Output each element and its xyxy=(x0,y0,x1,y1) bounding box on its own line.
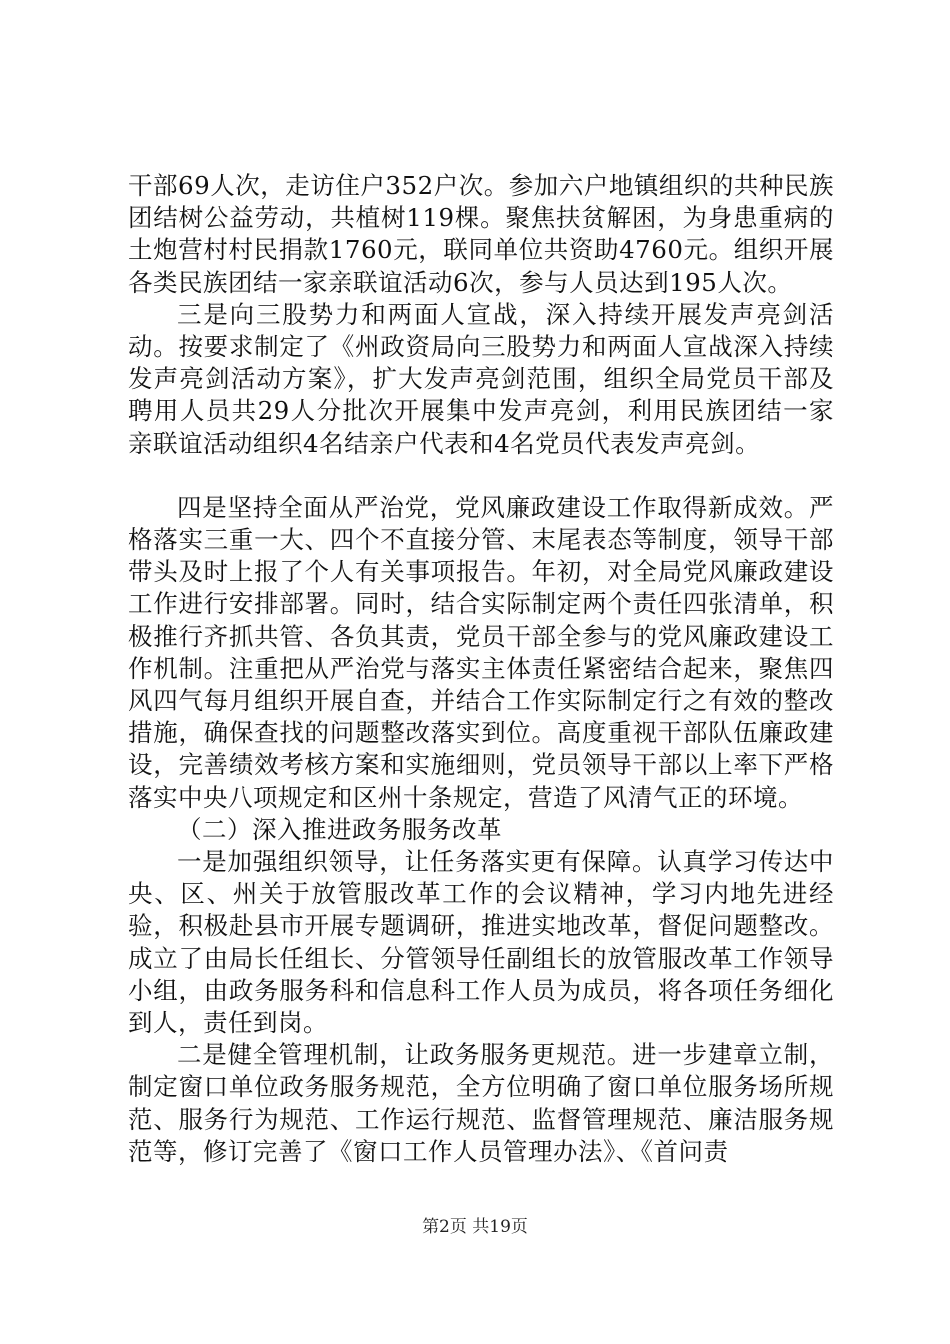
paragraph-visits-and-activities: 干部69人次，走访住户352户次。参加六户地镇组织的共种民族团结树公益劳动，共植树119棵。聚焦扶贫解困，为身患重病的土炮营村村民捐款1760元，联同单位共资助4760元。组织开展各类民族团结一家亲联谊活动6次，参与人员达到195人次。 xyxy=(128,171,834,297)
paragraph-speak-out-campaign: 三是向三股势力和两面人宣战，深入持续开展发声亮剑活动。按要求制定了《州政资局向三股势力和两面人宣战深入持续发声亮剑活动方案》，扩大发声亮剑范围，组织全局党员干部及聘用人员共29人分批次开展集中发声亮剑，利用民族团结一家亲联谊活动组织4名结亲户代表和4名党员代表发声亮剑。 xyxy=(128,299,834,458)
paragraph-management-mechanism: 二是健全管理机制，让政务服务更规范。进一步建章立制，制定窗口单位政务服务规范，全方位明确了窗口单位服务场所规范、服务行为规范、工作运行规范、监督管理规范、廉洁服务规范等，修订完善了《窗口工作人员管理办法》、《首问责 xyxy=(128,1040,834,1166)
paragraph-gap xyxy=(128,460,834,492)
page-number-footer: 第2页 共19页 xyxy=(422,1217,528,1237)
document-body xyxy=(128,170,834,1168)
paragraph-organization-leadership: 一是加强组织领导，让任务落实更有保障。认真学习传达中央、区、州关于放管服改革工作的会议精神，学习内地先进经验，积极赴县市开展专题调研，推进实地改革，督促问题整改。成立了由局长任组长、分管领导任副组长的放管服改革工作领导小组，由政务服务科和信息科工作人员为成员，将各项任务细化到人，责任到岗。 xyxy=(128,847,834,1038)
paragraph-party-discipline: 四是坚持全面从严治党，党风廉政建设工作取得新成效。严格落实三重一大、四个不直接分管、末尾表态等制度，领导干部带头及时上报了个人有关事项报告。年初，对全局党风廉政建设工作进行安排部署。同时，结合实际制定两个责任四张清单，积极推行齐抓共管、各负其责，党员干部全参与的党风廉政建设工作机制。注重把从严治党与落实主体责任紧密结合起来，聚焦四风四气每月组织开展自查，并结合工作实际制定行之有效的整改措施，确保查找的问题整改落实到位。高度重视干部队伍廉政建设，完善绩效考核方案和实施细则，党员领导干部以上率下严格落实中央八项规定和区州十条规定，营造了风清气正的环境。 xyxy=(128,492,834,812)
section-heading-government-service-reform: （二）深入推进政务服务改革 xyxy=(177,814,502,844)
